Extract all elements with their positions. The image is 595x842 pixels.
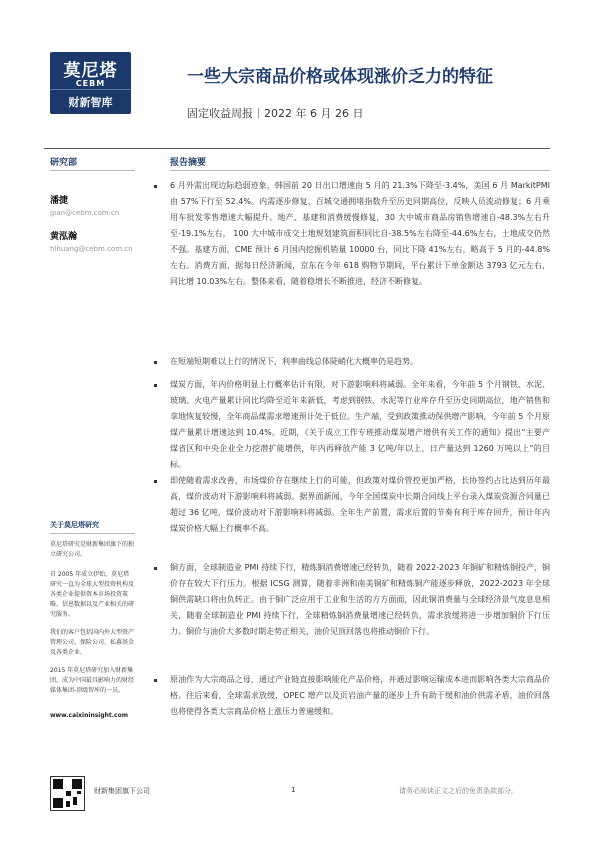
logo-sub-text: CEBM [75,79,106,88]
logo-main-text: 莫尼塔 [63,61,118,81]
analyst-name: 黄泓瀚 [50,232,78,242]
sidebar-item: 自 2005 年成立伊始，莫尼塔研究一直为全球大型投资机构及各类企业提供资本市场投资策略、信息数据以及产业相关的研究服务。 [50,571,135,618]
summary-heading: 报告摘要 [170,158,207,168]
report-subtitle: 固定收益周报｜2022 年 6 月 26 日 [187,107,364,120]
summary-rule [170,170,550,171]
footer-group: 财新集团旗下公司 [94,787,150,795]
qr-code-icon [50,776,85,811]
footer-disclaimer: 请务必阅读正文之后的免责条款部分。 [399,787,518,795]
summary-paragraph: 铜方面，全球制造业 PMI 持续下行，精炼铜消费增速已经转负，随着 2022-2023 年铜矿和精炼铜投产，铜价存在较大下行压力。根据 ICSG 测算，随着非洲和南美铜矿和精炼铜产能逐步释放，2022-2023 年全球铜供需缺口将由负转正。由于铜广泛应用于工业和生活的方方面面，因此铜消费量与全球经济景气度息息相关，随着全球制造业 PMI 持续下行，全球精炼铜消费量增速已经转负，需求放缓将进一步增加铜价下行压力。铜价与油价大多数时期走势正相关，油价见顶回落也将推动铜价下行。 [170,563,550,636]
summary-paragraph: 原油作为大宗商品之母，通过产业链直接影响能化产品价格，并通过影响运输成本进而影响各类大宗商品价格。往后来看，全球需求放缓，OPEC 增产以及页岩油产量的逐步上升有助于缓和油价供需矛盾，油价回落也将使得各类大宗商品价格上涨压力普遍缓和。 [170,675,550,716]
sidebar-rule [50,533,135,534]
bullet-marker [154,567,157,570]
analyst-name: 潘捷 [50,196,69,206]
report-title: 一些大宗商品价格或体现涨价乏力的特征 [187,67,493,87]
bullet-marker [154,384,157,387]
bullet-marker [154,480,157,483]
dept-heading: 研究部 [50,158,78,168]
page-number: 1 [291,786,296,794]
website-link[interactable]: www.caixininsight.com [50,712,128,719]
logo-cn-text: 财新智库 [68,96,113,109]
analyst-email[interactable]: jpan@cebm.com.cn [50,209,120,217]
sidebar-item: 我们的客户包括国内外大型资产管理公司、保险公司、私募基金及各类企业。 [50,629,135,656]
company-logo [50,52,131,114]
analyst-email[interactable]: hlhuang@cebm.com.cn [50,245,133,253]
bullet-marker [154,361,157,364]
bullet-marker [154,679,157,682]
summary-paragraph: 在短端短期难以上行的情况下，利率曲线总体陡峭化大概率仍是趋势。 [170,357,418,366]
header-rule [44,148,550,149]
summary-paragraph: 6 月外需出现边际趋弱迹象，韩国前 20 日出口增速由 5 月的 21.3%下降至-3.4%，美国 6 月 MarkitPMI 由 57%下行至 52.4%。内需逐步修复，百城交通拥堵指数升至历史同期高位，反映人员流动修复；6 月乘用车批发零售增速大幅提升。地产、基建和消费缓慢修复，30 大中城市商品房销售增速自-48.3%左右升至-19.1%左右， 100 大中城市成交土地规划建筑面积同比自-38.5%左右降至-44.6%左右，土地成交仍然不强。基建方面，CME 预计 6 月国内挖掘机销量 10000 台，同比下降 41%左右，略高于 5 月的-44.8%左右。消费方面，据每日经济新闻，京东在今年 618 购物节期间，平台累计下单金额达 3793 亿元左右，同比增 10.03%左右。整体来看，随着稳增长不断推进，经济不断修复。 [170,181,550,286]
left-rule [50,170,135,171]
logo-divider [50,89,131,90]
sidebar-heading: 关于莫尼塔研究 [50,521,99,529]
summary-paragraph: 煤炭方面，年内价格明显上行概率估计有限，对下游影响料将减弱。全年来看，今年前 5 个月钢铁、水泥、玻璃、火电产量累计同比均降至近年来新低，考虑到钢铁、水泥等行业库存升至历史同期高位，地产销售和拿地恢复较慢，全年商品煤需求增速预计处于低位。生产端，受到政策推动保供增产影响，今年前 5 个月原煤产量累计增速达到 10.4%。近期，《关于成立工作专班推动煤炭增产增供有关工作的通知》提出“主要产煤省区和中央企业全力挖潜扩能增供，年内再释放产能 3 亿吨/年以上，日产量达到 1260 万吨以上”的目标。 [170,380,550,469]
sidebar-item: 2015 年莫尼塔研究加入财新集团，成为中国最具影响力的财经媒体集团-顶级智库的一员。 [50,667,135,694]
bullet-marker [154,185,157,188]
summary-paragraph: 即使随着需求改善，市场煤价存在继续上行的可能，但政策对煤价管控更加严格，长协签约占比达到历年最高，煤价波动对下游影响料将减弱。据界面新闻，今年全国煤炭中长期合同线上平台录入煤炭资源合同量已超过 36 亿吨，煤价波动对下游影响料将减弱。全年生产前置，需求后置的节奏有利于库存回升，预计年内煤炭价格大幅上行概率不高。 [170,476,550,533]
sidebar-item: 莫尼塔研究是财新集团旗下的独立研究公司。 [50,541,135,558]
